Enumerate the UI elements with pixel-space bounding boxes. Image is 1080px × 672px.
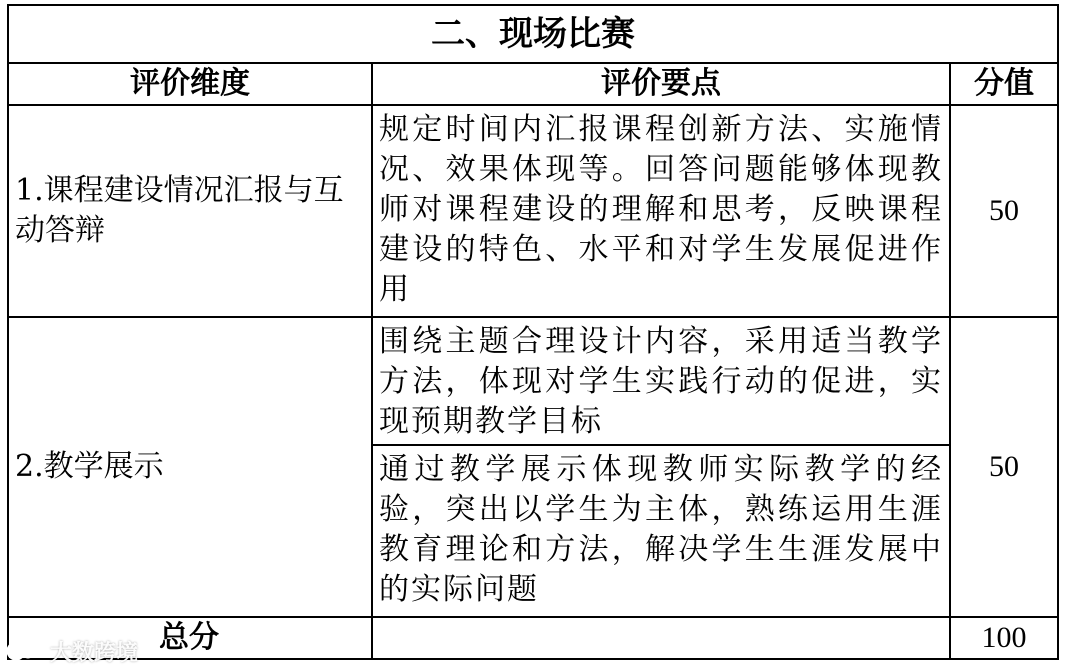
total-empty <box>372 617 950 659</box>
row-1-score: 50 <box>950 105 1058 317</box>
table-row <box>8 317 1058 445</box>
total-score: 100 <box>950 617 1058 659</box>
row-2-points-b: 通过教学展示体现教师实际教学的经验，突出以学生为主体，熟练运用生涯教育理论和方法，解决学生生涯发展中的实际问题 <box>372 445 950 617</box>
watermark-text: 大数跨境 <box>50 640 139 666</box>
table-title: 二、现场比赛 <box>8 5 1058 63</box>
header-dimension: 评价维度 <box>8 63 372 105</box>
header-points: 评价要点 <box>372 63 950 105</box>
row-2-points-a: 围绕主题合理设计内容，采用适当教学方法，体现对学生实践行动的促进，实现预期教学目标 <box>372 317 950 445</box>
row-2-dimension: 2.教学展示 <box>8 317 372 617</box>
table-row <box>8 105 1058 317</box>
title-row <box>8 5 1058 63</box>
total-row <box>8 617 1058 659</box>
header-score: 分值 <box>950 63 1058 105</box>
row-1-dimension: 1.课程建设情况汇报与互动答辩 <box>8 105 372 317</box>
row-1-points: 规定时间内汇报课程创新方法、实施情况、效果体现等。回答问题能够体现教师对课程建设的理解和思考，反映课程建设的特色、水平和对学生发展促进作用 <box>372 105 950 317</box>
total-label: 总分 <box>8 617 372 659</box>
header-row <box>8 63 1058 105</box>
row-2-score: 50 <box>950 317 1058 617</box>
scoring-table <box>7 4 1059 660</box>
